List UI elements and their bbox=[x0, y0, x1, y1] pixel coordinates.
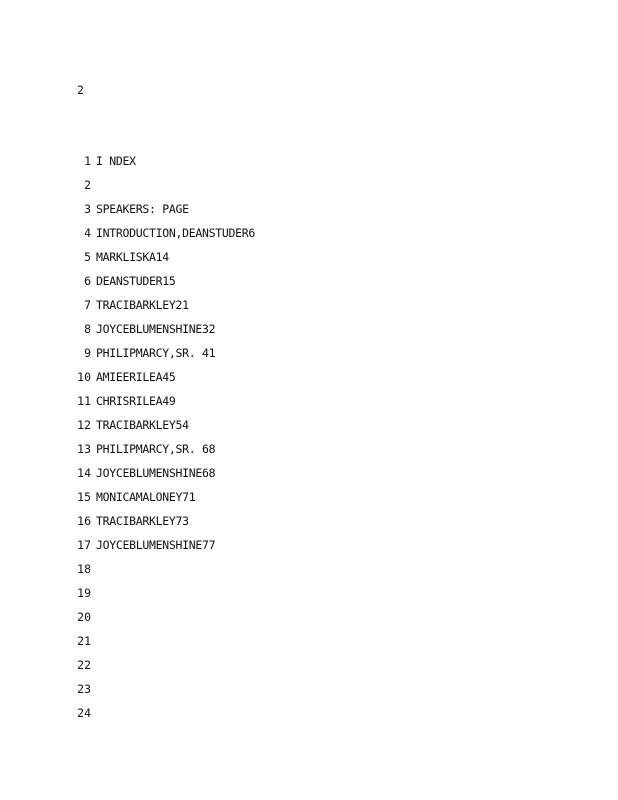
line-number: 8 bbox=[84, 322, 91, 336]
transcript-line bbox=[0, 706, 618, 730]
transcript-line bbox=[0, 442, 618, 466]
transcript-line bbox=[0, 658, 618, 682]
speaker-entry: PHILIPMARCY,SR. 68 bbox=[96, 442, 216, 456]
line-number: 23 bbox=[77, 682, 91, 696]
line-number: 4 bbox=[84, 226, 91, 240]
transcript-line bbox=[0, 514, 618, 538]
line-number: 1 bbox=[84, 154, 91, 168]
transcript-line bbox=[0, 322, 618, 346]
line-number: 9 bbox=[84, 346, 91, 360]
speaker-entry: AMIEERILEA45 bbox=[96, 370, 176, 384]
line-number: 10 bbox=[77, 370, 91, 384]
transcript-line bbox=[0, 418, 618, 442]
speaker-entry: CHRISRILEA49 bbox=[96, 394, 176, 408]
transcript-line bbox=[0, 610, 618, 634]
transcript-line bbox=[0, 370, 618, 394]
speaker-entry: JOYCEBLUMENSHINE77 bbox=[96, 538, 216, 552]
speaker-entry: INTRODUCTION,DEANSTUDER6 bbox=[96, 226, 255, 240]
transcript-line bbox=[0, 202, 618, 226]
transcript-line bbox=[0, 634, 618, 658]
transcript-line bbox=[0, 346, 618, 370]
line-number: 20 bbox=[77, 610, 91, 624]
line-number: 12 bbox=[77, 418, 91, 432]
line-number: 7 bbox=[84, 298, 91, 312]
transcript-line bbox=[0, 298, 618, 322]
transcript-line bbox=[0, 274, 618, 298]
line-number: 5 bbox=[84, 250, 91, 264]
transcript-line bbox=[0, 250, 618, 274]
transcript-line bbox=[0, 490, 618, 514]
line-number: 11 bbox=[77, 394, 91, 408]
line-number: 14 bbox=[77, 466, 91, 480]
line-number: 22 bbox=[77, 658, 91, 672]
line-number: 3 bbox=[84, 202, 91, 216]
speakers-header: SPEAKERS: PAGE bbox=[96, 202, 189, 216]
speaker-entry: TRACIBARKLEY73 bbox=[96, 514, 189, 528]
transcript-line bbox=[0, 586, 618, 610]
speaker-entry: MARKLISKA14 bbox=[96, 250, 169, 264]
speaker-entry: JOYCEBLUMENSHINE32 bbox=[96, 322, 216, 336]
transcript-index bbox=[0, 154, 618, 730]
transcript-line bbox=[0, 466, 618, 490]
transcript-line bbox=[0, 538, 618, 562]
transcript-line bbox=[0, 154, 618, 178]
transcript-line bbox=[0, 562, 618, 586]
speaker-entry: DEANSTUDER15 bbox=[96, 274, 176, 288]
line-number: 13 bbox=[77, 442, 91, 456]
transcript-line bbox=[0, 394, 618, 418]
line-number: 21 bbox=[77, 634, 91, 648]
line-number: 16 bbox=[77, 514, 91, 528]
speaker-entry: PHILIPMARCY,SR. 41 bbox=[96, 346, 216, 360]
line-number: 24 bbox=[77, 706, 91, 720]
speaker-entry: TRACIBARKLEY21 bbox=[96, 298, 189, 312]
line-number: 17 bbox=[77, 538, 91, 552]
page-number: 2 bbox=[77, 83, 84, 97]
transcript-line bbox=[0, 226, 618, 250]
line-number: 18 bbox=[77, 562, 91, 576]
line-number: 6 bbox=[84, 274, 91, 288]
line-number: 2 bbox=[84, 178, 91, 192]
transcript-line bbox=[0, 682, 618, 706]
line-number: 15 bbox=[77, 490, 91, 504]
index-title: I NDEX bbox=[96, 154, 136, 168]
speaker-entry: JOYCEBLUMENSHINE68 bbox=[96, 466, 216, 480]
speaker-entry: MONICAMALONEY71 bbox=[96, 490, 196, 504]
transcript-line bbox=[0, 178, 618, 202]
speaker-entry: TRACIBARKLEY54 bbox=[96, 418, 189, 432]
line-number: 19 bbox=[77, 586, 91, 600]
